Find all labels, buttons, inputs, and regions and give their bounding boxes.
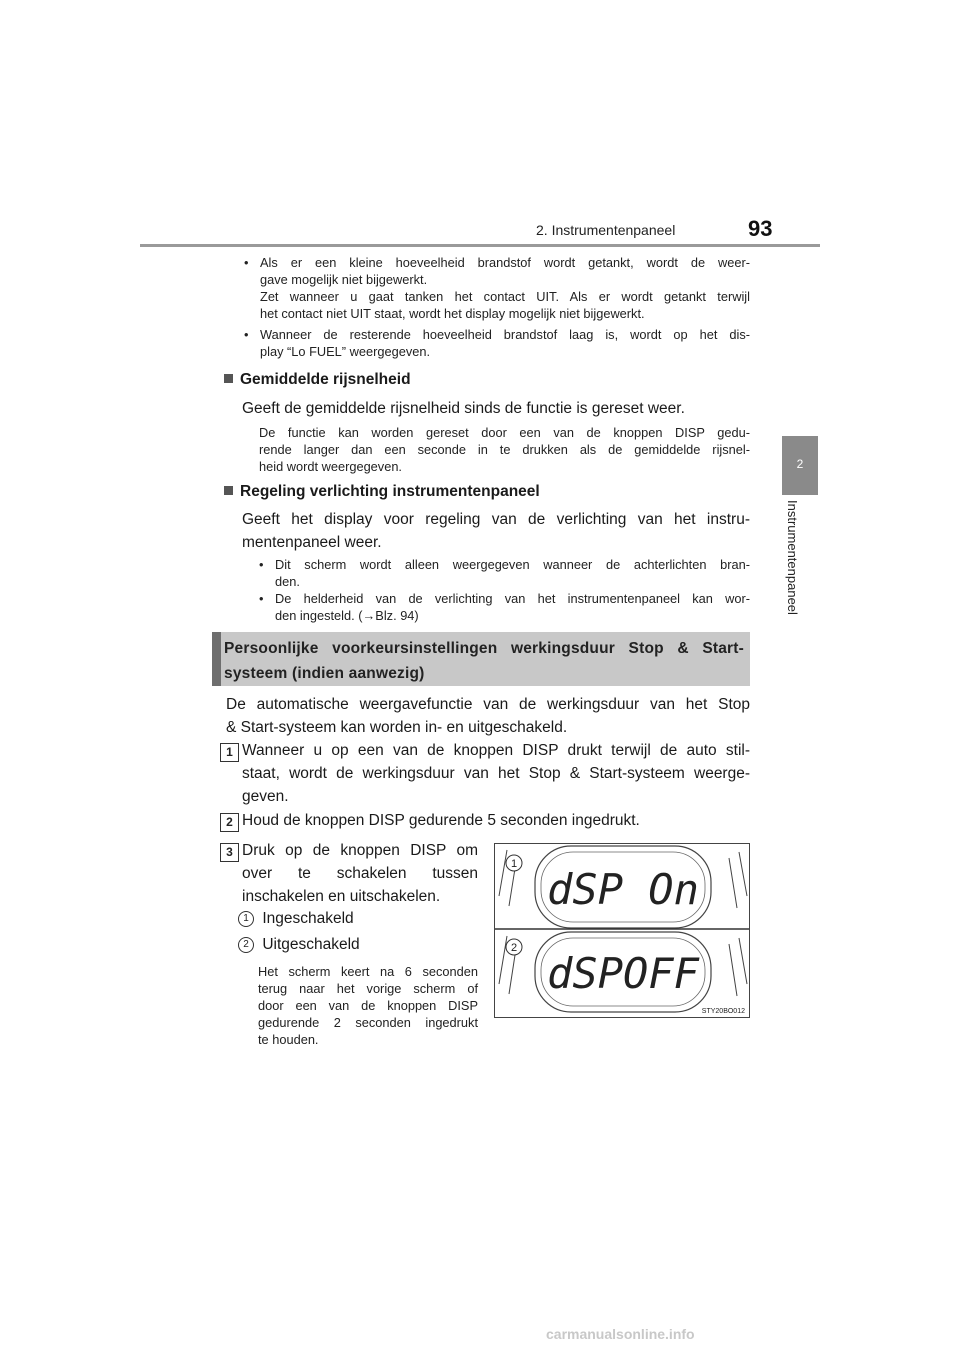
callout-2: 2 [510, 942, 518, 954]
text-line: Geeft het display voor regeling van de verlichting van het instru- [242, 511, 750, 528]
subsection-heading-avg-speed: Gemiddelde rijsnelheid [224, 371, 411, 389]
list-item [259, 590, 750, 624]
square-bullet-icon [224, 374, 233, 383]
section-heading-stop-start [224, 636, 744, 686]
bullet-dot: • [244, 255, 249, 270]
watermark-text: carmanualsonline [546, 1326, 666, 1342]
display-illustration-svg [495, 844, 749, 1017]
text-line: gave mogelijk niet bijgewerkt. [260, 272, 428, 287]
callout-number: 2 [238, 937, 254, 953]
text-line: heid wordt weergegeven. [259, 459, 402, 474]
avg-speed-description: Geeft de gemiddelde rijsnelheid sinds de functie is gereset weer. [242, 400, 685, 417]
text-line: mentenpaneel weer. [242, 534, 382, 551]
list-item [259, 556, 750, 590]
list-item [244, 254, 750, 322]
callout-number: 1 [238, 911, 254, 927]
option-disabled [238, 933, 360, 956]
lighting-description [242, 508, 750, 554]
text-line: & Start-systeem kan worden in- en uitgeschakeld. [226, 719, 568, 736]
text-line: play “Lo FUEL” weergegeven. [260, 344, 431, 359]
text-line: De automatische weergavefunctie van de werkingsduur van het Stop [226, 696, 750, 713]
square-bullet-icon [224, 486, 233, 495]
text-line: staat, wordt de werkingsduur van het Stop & Start-systeem weerge- [242, 765, 750, 782]
option-label: Ingeschakeld [262, 910, 354, 927]
stop-start-intro [226, 693, 750, 739]
watermark [546, 1326, 695, 1342]
display-illustration [494, 843, 750, 1018]
text-line: te houden. [258, 1032, 319, 1047]
text-line: De functie kan worden gereset door een van de knoppen DISP gedu- [259, 425, 750, 440]
text-line: Persoonlijke voorkeursinstellingen werkingsduur Stop & Start- [224, 640, 744, 657]
watermark-suffix: .info [665, 1326, 695, 1342]
text-line: systeem (indien aanwezig) [224, 665, 425, 682]
step-number-3: 3 [220, 843, 239, 862]
chapter-tab-label: Instrumentenpaneel [785, 500, 800, 615]
bullet-dot: • [259, 557, 264, 572]
step-3-note [258, 963, 478, 1048]
avg-speed-note [259, 424, 750, 475]
bullet-dot: • [259, 591, 264, 606]
text-line: Druk op de knoppen DISP om [242, 842, 478, 859]
step-number-1: 1 [220, 743, 239, 762]
subsection-heading-lighting: Regeling verlichting instrumentenpaneel [224, 483, 540, 501]
option-enabled [238, 907, 354, 930]
text-line: Dit scherm wordt alleen weergegeven wanneer de achterlichten bran- [275, 557, 750, 572]
text-line: Zet wanneer u gaat tanken het contact UIT. Als er wordt getankt terwijl [260, 289, 750, 304]
step-3-text [242, 839, 478, 908]
option-label: Uitgeschakeld [262, 936, 360, 953]
text-line: den ingesteld. (→Blz. 94) [275, 608, 419, 623]
header-divider [140, 244, 820, 247]
text-line: Wanneer u op een van de knoppen DISP drukt terwijl de auto stil- [242, 742, 750, 759]
figure-code: STY20BO012 [701, 1008, 745, 1015]
display-off-text: dSPOFF [547, 949, 699, 998]
text-line: gedurende 2 seconden ingedrukt [258, 1015, 478, 1030]
text-line: het contact niet UIT staat, wordt het display mogelijk niet bijgewerkt. [260, 306, 645, 321]
step-1-text [242, 739, 750, 808]
bullet-dot: • [244, 327, 249, 342]
text-line: rende langer dan een seconde in te drukken als de gemiddelde rijsnel- [259, 442, 750, 457]
running-header-section: 2. Instrumentenpaneel [536, 222, 676, 238]
step-number-2: 2 [220, 813, 239, 832]
text-line: over te schakelen tussen [242, 865, 478, 882]
text-line: den. [275, 574, 300, 589]
text-line: Het scherm keert na 6 seconden [258, 964, 478, 979]
step-2-text: Houd de knoppen DISP gedurende 5 seconden ingedrukt. [242, 812, 640, 829]
text-line: inschakelen en uitschakelen. [242, 888, 441, 905]
chapter-tab-number: 2 [782, 436, 818, 495]
callout-1: 1 [510, 858, 518, 870]
display-on-text: dSP On [547, 865, 699, 914]
list-item [244, 326, 750, 360]
text-line: terug naar het vorige scherm of [258, 981, 478, 996]
text-line: Wanneer de resterende hoeveelheid brandstof laag is, wordt op het dis- [260, 327, 750, 342]
text-line: De helderheid van de verlichting van het instrumentenpaneel kan wor- [275, 591, 750, 606]
text-line: Als er een kleine hoeveelheid brandstof wordt getankt, wordt de weer- [260, 255, 750, 270]
text-line: geven. [242, 788, 289, 805]
text-line: door een van de knoppen DISP [258, 998, 478, 1013]
page-number: 93 [748, 216, 773, 241]
